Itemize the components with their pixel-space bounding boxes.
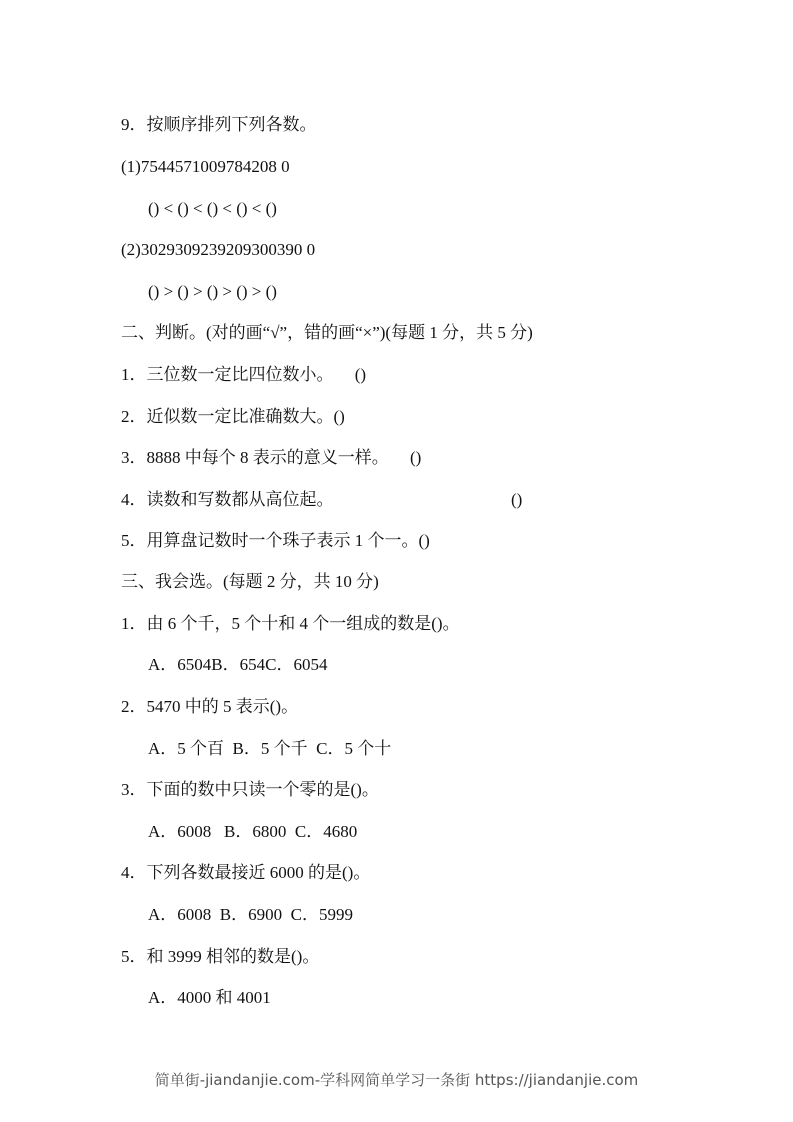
question-9-part-1-blanks: () < () < () < () < () [148,199,277,218]
page-footer-watermark: 简单街-jiandanjie.com-学科网简单学习一条街 https://jiandanjie.com [154,1071,639,1089]
choice-question-2: 2．5470 中的 5 表示()。 [121,697,299,716]
judge-item-2: 2．近似数一定比准确数大。() [121,407,345,426]
question-9-part-1-numbers: (1)7544571009784208 0 [121,157,290,176]
section-3-heading: 三、我会选。(每题 2 分，共 10 分) [121,572,379,591]
choice-question-2-options: A．5 个百 B．5 个千 C．5 个十 [148,739,392,758]
choice-question-1-options: A．6504B．654C．6054 [148,655,328,674]
choice-question-5-options: A．4000 和 4001 [148,988,271,1007]
question-9-part-2-numbers: (2)3029309239209300390 0 [121,240,316,259]
judge-item-4: 4．读数和写数都从高位起。 [121,490,334,509]
choice-question-4: 4．下列各数最接近 6000 的是()。 [121,863,371,882]
choice-question-3-options: A．6008 B．6800 C．4680 [148,822,358,841]
question-9-part-2-blanks: () > () > () > () > () [148,282,277,301]
section-2-heading: 二、判断。(对的画“√”，错的画“×”)(每题 1 分，共 5 分) [121,323,533,342]
judge-item-4-blank: () [511,490,523,509]
choice-question-5: 5．和 3999 相邻的数是()。 [121,947,320,966]
judge-item-3: 3．8888 中每个 8 表示的意义一样。 () [121,448,422,467]
question-9-title: 9．按顺序排列下列各数。 [121,115,317,134]
judge-item-1: 1．三位数一定比四位数小。 () [121,365,367,384]
choice-question-3: 3．下面的数中只读一个零的是()。 [121,780,379,799]
judge-item-5: 5．用算盘记数时一个珠子表示 1 个一。() [121,531,430,550]
choice-question-4-options: A．6008 B．6900 C．5999 [148,905,353,924]
choice-question-1: 1．由 6 个千，5 个十和 4 个一组成的数是()。 [121,614,460,633]
